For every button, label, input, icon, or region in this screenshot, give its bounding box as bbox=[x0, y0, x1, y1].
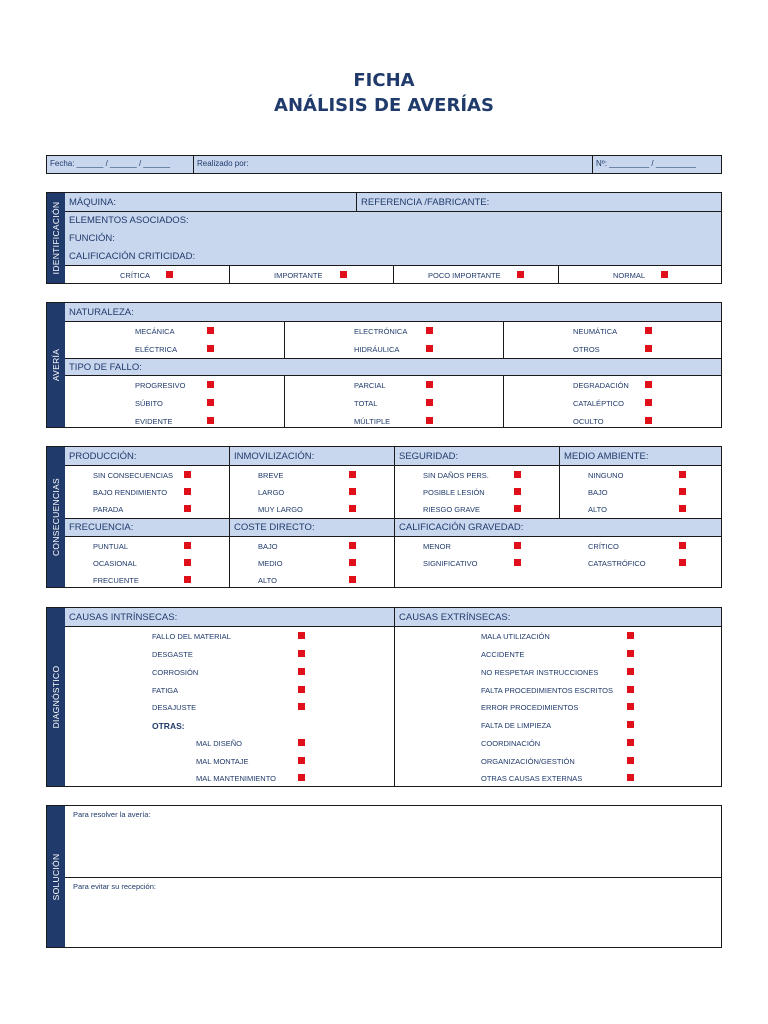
extrinsecas-label: CAUSAS EXTRÍNSECAS: bbox=[399, 612, 511, 623]
opt-menor: MENOR bbox=[423, 542, 451, 551]
checkbox-bajo-rendimiento[interactable] bbox=[184, 488, 191, 495]
checkbox-parcial[interactable] bbox=[426, 381, 433, 388]
checkbox-parada[interactable] bbox=[184, 505, 191, 512]
opt-posible-lesion: POSIBLE LESIÓN bbox=[423, 488, 485, 497]
coste-directo-label: COSTE DIRECTO: bbox=[234, 522, 315, 533]
section-consecuencias bbox=[46, 446, 722, 588]
checkbox-coste-bajo[interactable] bbox=[349, 542, 356, 549]
section-identificacion bbox=[46, 192, 722, 284]
opt-mal-diseno: MAL DISEÑO bbox=[196, 739, 242, 748]
opt-mal-montaje: MAL MONTAJE bbox=[196, 757, 249, 766]
opt-sin-danos: SIN DAÑOS PERS. bbox=[423, 471, 489, 480]
opt-coste-bajo: BAJO bbox=[258, 542, 278, 551]
header-row bbox=[46, 155, 722, 174]
checkbox-ninguno[interactable] bbox=[679, 471, 686, 478]
checkbox-electrica[interactable] bbox=[207, 345, 214, 352]
checkbox-corrosion[interactable] bbox=[298, 668, 305, 675]
diagnostico-options bbox=[65, 627, 721, 786]
checkbox-importante[interactable] bbox=[340, 271, 347, 278]
fecha-field[interactable]: Fecha: ______ / ______ / ______ bbox=[47, 156, 194, 173]
opt-error-procedimientos: ERROR PROCEDIMIENTOS bbox=[481, 703, 579, 712]
opt-muy-largo: MUY LARGO bbox=[258, 505, 303, 514]
opt-sin-consecuencias: SIN CONSECUENCIAS bbox=[93, 471, 174, 480]
checkbox-significativo[interactable] bbox=[514, 559, 521, 566]
checkbox-critico[interactable] bbox=[679, 542, 686, 549]
produccion-label: PRODUCCIÓN: bbox=[69, 451, 137, 462]
opt-hidraulica: HIDRÁULICA bbox=[354, 345, 400, 354]
checkbox-coordinacion[interactable] bbox=[627, 739, 634, 746]
opt-mal-mantenimiento: MAL MANTENIMIENTO bbox=[196, 774, 277, 783]
opt-neumatica: NEUMÁTICA bbox=[573, 327, 618, 336]
checkbox-largo[interactable] bbox=[349, 488, 356, 495]
opt-cataleptico: CATALÉPTICO bbox=[573, 399, 624, 408]
calificacion-label: CALIFICACIÓN CRITICIDAD: bbox=[69, 251, 196, 262]
realizado-field[interactable]: Realizado por: bbox=[194, 156, 593, 173]
naturaleza-band bbox=[65, 303, 721, 322]
numero-field[interactable]: Nº: _________ / _________ bbox=[596, 159, 696, 168]
tipo-label: TIPO DE FALLO: bbox=[69, 362, 142, 373]
checkbox-no-respetar[interactable] bbox=[627, 668, 634, 675]
opt-critica: CRÍTICA bbox=[120, 271, 150, 280]
checkbox-accidente[interactable] bbox=[627, 650, 634, 657]
elementos-label: ELEMENTOS ASOCIADOS: bbox=[69, 215, 189, 226]
checkbox-neumatica[interactable] bbox=[645, 327, 652, 334]
checkbox-mala-utilizacion[interactable] bbox=[627, 632, 634, 639]
naturaleza-options bbox=[65, 322, 721, 358]
form-subtitle: ANÁLISIS DE AVERÍAS bbox=[274, 95, 494, 116]
funcion-label: FUNCIÓN: bbox=[69, 233, 115, 244]
criticidad-row bbox=[65, 266, 721, 283]
form-title: FICHA bbox=[353, 70, 415, 91]
checkbox-otras-causas[interactable] bbox=[627, 774, 634, 781]
referencia-label: REFERENCIA /FABRICANTE: bbox=[361, 197, 490, 208]
checkbox-evidente[interactable] bbox=[207, 417, 214, 424]
opt-progresivo: PROGRESIVO bbox=[135, 381, 186, 390]
checkbox-sin-consecuencias[interactable] bbox=[184, 471, 191, 478]
checkbox-mal-mantenimiento[interactable] bbox=[298, 774, 305, 781]
checkbox-progresivo[interactable] bbox=[207, 381, 214, 388]
checkbox-cataleptico[interactable] bbox=[645, 399, 652, 406]
opt-no-respetar: NO RESPETAR INSTRUCCIONES bbox=[481, 668, 599, 677]
opt-electrica: ELÉCTRICA bbox=[135, 345, 178, 354]
opt-puntual: PUNTUAL bbox=[93, 542, 129, 551]
opt-coste-alto: ALTO bbox=[258, 576, 277, 585]
checkbox-ocasional[interactable] bbox=[184, 559, 191, 566]
checkbox-fallo-material[interactable] bbox=[298, 632, 305, 639]
checkbox-subito[interactable] bbox=[207, 399, 214, 406]
section-averia bbox=[46, 302, 722, 428]
section-diagnostico bbox=[46, 607, 722, 787]
checkbox-mal-montaje[interactable] bbox=[298, 757, 305, 764]
evitar-textarea[interactable] bbox=[65, 894, 721, 945]
checkbox-desajuste[interactable] bbox=[298, 703, 305, 710]
opt-critico: CRÍTICO bbox=[588, 542, 619, 551]
tipo-options bbox=[65, 376, 721, 427]
tipo-band bbox=[65, 358, 721, 376]
diagnostico-band bbox=[65, 608, 721, 627]
checkbox-coste-alto[interactable] bbox=[349, 576, 356, 583]
identificacion-band bbox=[65, 193, 721, 266]
checkbox-normal[interactable] bbox=[661, 271, 668, 278]
checkbox-oculto[interactable] bbox=[645, 417, 652, 424]
checkbox-degradacion[interactable] bbox=[645, 381, 652, 388]
inmovilizacion-label: INMOVILIZACIÓN: bbox=[234, 451, 315, 462]
checkbox-critica[interactable] bbox=[166, 271, 173, 278]
opt-corrosion: CORROSIÓN bbox=[152, 668, 199, 677]
checkbox-mecanica[interactable] bbox=[207, 327, 214, 334]
opt-electronica: ELECTRÓNICA bbox=[354, 327, 408, 336]
checkbox-bajo-medio[interactable] bbox=[679, 488, 686, 495]
opt-otros: OTROS bbox=[573, 345, 600, 354]
opt-riesgo-grave: RIESGO GRAVE bbox=[423, 505, 480, 514]
side-consecuencias: CONSECUENCIAS bbox=[47, 447, 65, 587]
opt-evidente: EVIDENTE bbox=[135, 417, 173, 426]
section-solucion bbox=[46, 805, 722, 948]
otras-label: OTRAS: bbox=[152, 721, 185, 731]
opt-importante: IMPORTANTE bbox=[274, 271, 323, 280]
opt-breve: BREVE bbox=[258, 471, 284, 480]
checkbox-fatiga[interactable] bbox=[298, 686, 305, 693]
checkbox-riesgo-grave[interactable] bbox=[514, 505, 521, 512]
opt-multiple: MÚLTIPLE bbox=[354, 417, 391, 426]
opt-normal: NORMAL bbox=[613, 271, 646, 280]
checkbox-poco-importante[interactable] bbox=[517, 271, 524, 278]
checkbox-menor[interactable] bbox=[514, 542, 521, 549]
side-diagnostico: DIAGNÓSTICO bbox=[47, 608, 65, 786]
opt-mecanica: MECÁNICA bbox=[135, 327, 175, 336]
consecuencias-band-1 bbox=[65, 447, 721, 466]
seguridad-label: SEGURIDAD: bbox=[399, 451, 459, 462]
opt-catastrofico: CATASTRÓFICO bbox=[588, 559, 646, 568]
opt-mala-utilizacion: MALA UTILIZACIÓN bbox=[481, 632, 550, 641]
checkbox-mal-diseno[interactable] bbox=[298, 739, 305, 746]
opt-ninguno: NINGUNO bbox=[588, 471, 624, 480]
checkbox-muy-largo[interactable] bbox=[349, 505, 356, 512]
checkbox-falta-limpieza[interactable] bbox=[627, 721, 634, 728]
checkbox-otros[interactable] bbox=[645, 345, 652, 352]
side-identificacion: IDENTIFICACIÓN bbox=[47, 193, 65, 283]
frecuencia-label: FRECUENCIA: bbox=[69, 522, 134, 533]
opt-fatiga: FATIGA bbox=[152, 686, 179, 695]
checkbox-puntual[interactable] bbox=[184, 542, 191, 549]
checkbox-multiple[interactable] bbox=[426, 417, 433, 424]
opt-alto-medio: ALTO bbox=[588, 505, 607, 514]
opt-desgaste: DESGASTE bbox=[152, 650, 193, 659]
checkbox-breve[interactable] bbox=[349, 471, 356, 478]
checkbox-error-procedimientos[interactable] bbox=[627, 703, 634, 710]
checkbox-hidraulica[interactable] bbox=[426, 345, 433, 352]
consecuencias-options-2 bbox=[65, 537, 721, 587]
side-solucion: SOLUCIÓN bbox=[47, 806, 65, 947]
opt-parcial: PARCIAL bbox=[354, 381, 386, 390]
checkbox-posible-lesion[interactable] bbox=[514, 488, 521, 495]
opt-desajuste: DESAJUSTE bbox=[152, 703, 197, 712]
opt-falta-procedimientos: FALTA PROCEDIMIENTOS ESCRITOS bbox=[481, 686, 613, 695]
opt-otras-causas: OTRAS CAUSAS EXTERNAS bbox=[481, 774, 583, 783]
consecuencias-options-1 bbox=[65, 466, 721, 518]
side-averia: AVERÍA bbox=[47, 303, 65, 427]
checkbox-organizacion[interactable] bbox=[627, 757, 634, 764]
opt-falta-limpieza: FALTA DE LIMPIEZA bbox=[481, 721, 552, 730]
checkbox-total[interactable] bbox=[426, 399, 433, 406]
opt-frecuente: FRECUENTE bbox=[93, 576, 139, 585]
checkbox-alto-medio[interactable] bbox=[679, 505, 686, 512]
opt-significativo: SIGNIFICATIVO bbox=[423, 559, 478, 568]
opt-coste-medio: MEDIO bbox=[258, 559, 283, 568]
resolver-label: Para resolver la avería: bbox=[73, 810, 151, 819]
opt-coordinacion: COORDINACIÓN bbox=[481, 739, 541, 748]
opt-accidente: ACCIDENTE bbox=[481, 650, 525, 659]
opt-degradacion: DEGRADACIÓN bbox=[573, 381, 629, 390]
checkbox-sin-danos[interactable] bbox=[514, 471, 521, 478]
opt-organizacion: ORGANIZACIÓN/GESTIÓN bbox=[481, 757, 575, 766]
opt-bajo-rendimiento: BAJO RENDIMIENTO bbox=[93, 488, 168, 497]
checkbox-falta-procedimientos[interactable] bbox=[627, 686, 634, 693]
opt-subito: SÚBITO bbox=[135, 399, 163, 408]
checkbox-frecuente[interactable] bbox=[184, 576, 191, 583]
calificacion-gravedad-label: CALIFICACIÓN GRAVEDAD: bbox=[399, 522, 524, 533]
opt-fallo-material: FALLO DEL MATERIAL bbox=[152, 632, 231, 641]
checkbox-electronica[interactable] bbox=[426, 327, 433, 334]
opt-poco-importante: POCO IMPORTANTE bbox=[428, 271, 501, 280]
naturaleza-label: NATURALEZA: bbox=[69, 307, 134, 318]
opt-ocasional: OCASIONAL bbox=[93, 559, 137, 568]
checkbox-desgaste[interactable] bbox=[298, 650, 305, 657]
opt-largo: LARGO bbox=[258, 488, 285, 497]
checkbox-coste-medio[interactable] bbox=[349, 559, 356, 566]
checkbox-catastrofico[interactable] bbox=[679, 559, 686, 566]
opt-bajo-medio: BAJO bbox=[588, 488, 608, 497]
opt-parada: PARADA bbox=[93, 505, 124, 514]
intrinsecas-label: CAUSAS INTRÍNSECAS: bbox=[69, 612, 178, 623]
medio-ambiente-label: MEDIO AMBIENTE: bbox=[564, 451, 649, 462]
resolver-textarea[interactable] bbox=[65, 820, 721, 876]
opt-oculto: OCULTO bbox=[573, 417, 604, 426]
consecuencias-band-2 bbox=[65, 518, 721, 537]
maquina-label: MÁQUINA: bbox=[69, 197, 116, 208]
evitar-label: Para evitar su recepción: bbox=[73, 882, 156, 891]
opt-total: TOTAL bbox=[354, 399, 378, 408]
